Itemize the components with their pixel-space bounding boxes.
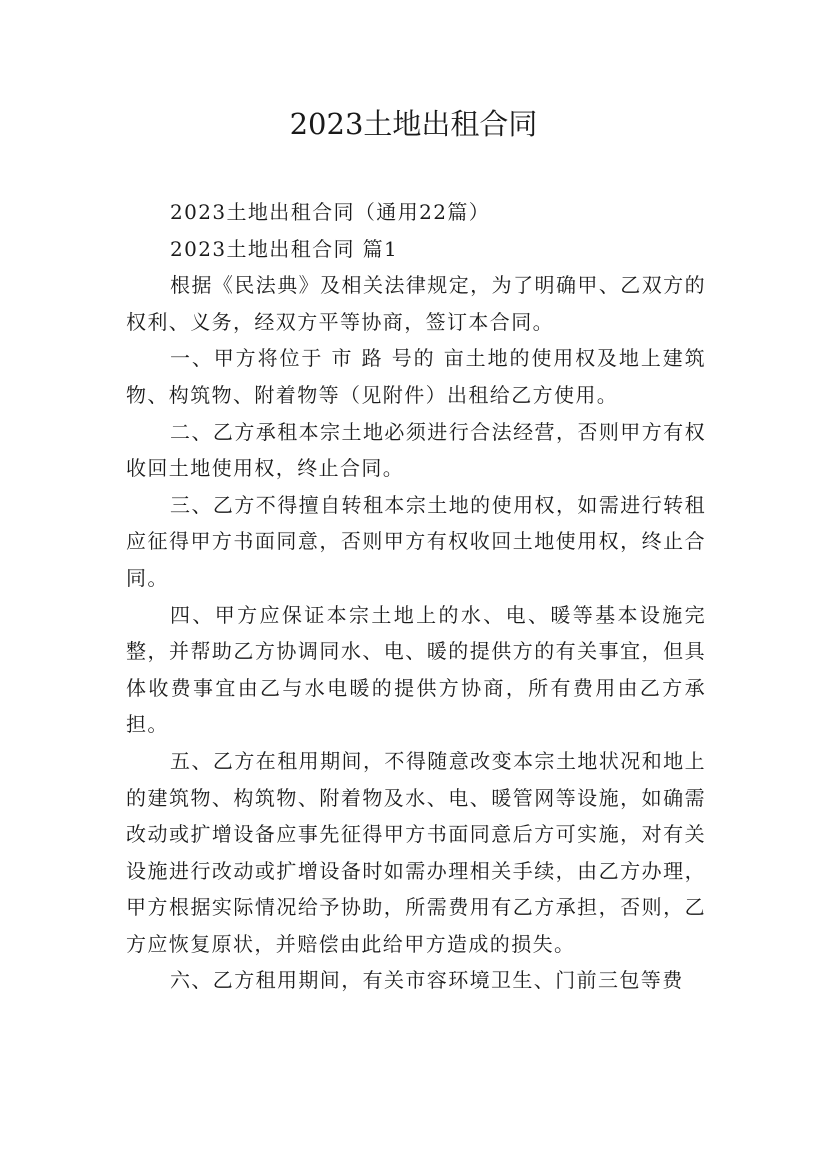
- subtitle-paragraph: 2023土地出租合同（通用22篇）: [170, 200, 491, 224]
- body-paragraph: 三、乙方不得擅自转租本宗土地的使用权，如需进行转租应征得甲方书面同意，否则甲方有权收回土地使用权，终止合同。: [126, 492, 706, 590]
- document-title: 2023土地出租合同: [289, 107, 538, 141]
- body-paragraph: 四、甲方应保证本宗土地上的水、电、暖等基本设施完整，并帮助乙方协调同水、电、暖的提供方的有关事宜，但具体收费事宜由乙与水电暖的提供方协商，所有费用由乙方承担。: [126, 602, 706, 737]
- document-body: [126, 194, 706, 999]
- body-paragraph: 根据《民法典》及相关法律规定，为了明确甲、乙双方的权利、义务，经双方平等协商，签订本合同。: [126, 273, 706, 334]
- section-heading: 2023土地出租合同 篇1: [170, 236, 399, 261]
- body-paragraph: 二、乙方承租本宗土地必须进行合法经营，否则甲方有权收回土地使用权，终止合同。: [126, 419, 706, 481]
- body-paragraph: 六、乙方租用期间，有关市容环境卫生、门前三包等费: [170, 968, 684, 993]
- body-paragraph: 一、甲方将位于 市 路 号的 亩土地的使用权及地上建筑物、构筑物、附着物等（见附件）出租给乙方使用。: [126, 346, 706, 407]
- body-paragraph: 五、乙方在租用期间，不得随意改变本宗土地状况和地上的建筑物、构筑物、附着物及水、电、暖管网等设施，如确需改动或扩增设备应事先征得甲方书面同意后方可实施，对有关设施进行改动或扩增设备时如需办理相关手续，由乙方办理，甲方根据实际情况给予协助，所需费用有乙方承担，否则，乙方应恢复原状，并赔偿由此给甲方造成的损失。: [126, 748, 706, 956]
